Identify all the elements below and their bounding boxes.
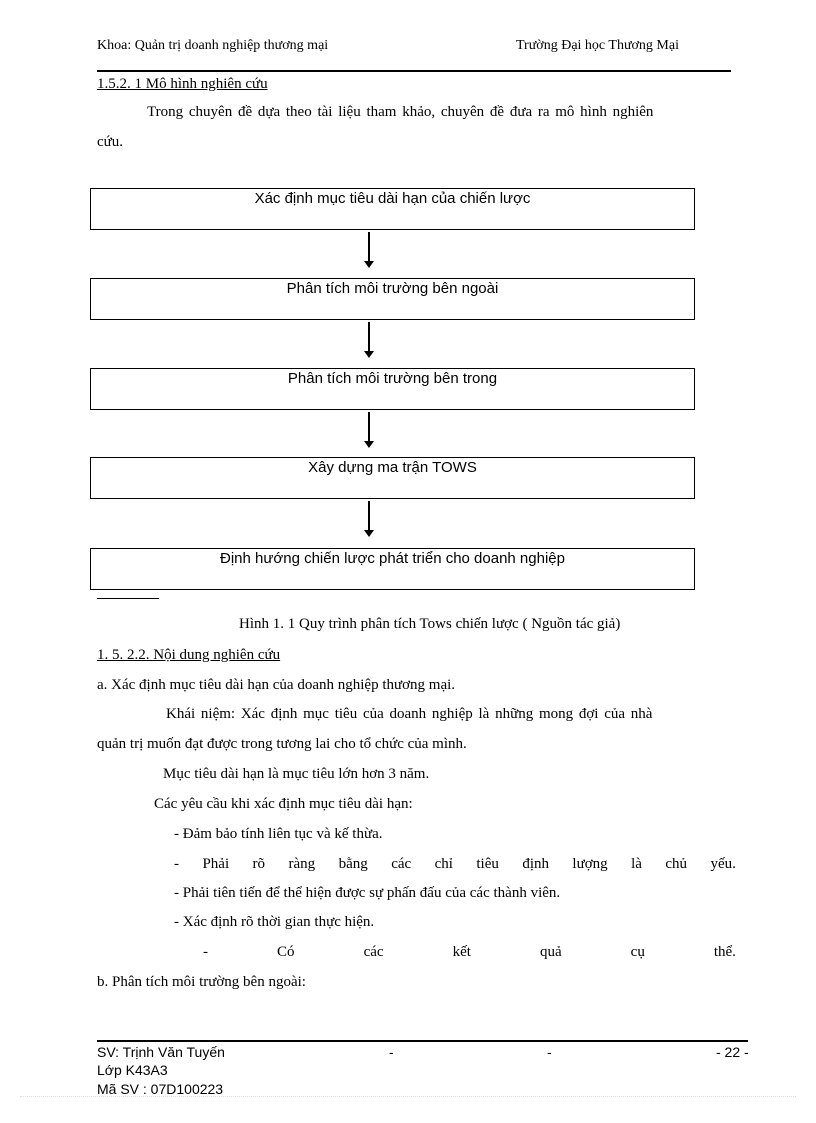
- header-university: Trường Đại học Thương Mại: [516, 38, 679, 53]
- req2-word: lượng: [572, 856, 608, 872]
- req5-word: kết: [452, 944, 471, 960]
- subsection-a-title: a. Xác định mục tiêu dài hạn của doanh nghiệp thương mại.: [97, 677, 456, 693]
- req2-word: ràng: [288, 856, 316, 872]
- subsection-b-title: b. Phân tích môi trường bên ngoài:: [97, 974, 306, 990]
- flow-step-2: Phân tích môi trường bên ngoài: [90, 278, 695, 320]
- flow-arrow-2: [368, 322, 370, 352]
- footer-class: Lớp K43A3: [97, 1062, 168, 1078]
- section-heading-research-model: 1.5.2. 1 Mô hình nghiên cứu: [97, 76, 268, 92]
- req2-word: tiêu: [476, 856, 499, 872]
- requirement-3: - Phải tiên tiến để thể hiện được sự phấn đấu của các thành viên.: [174, 885, 561, 901]
- req2-word: các: [391, 856, 412, 872]
- requirement-1: - Đảm bảo tính liên tục và kế thừa.: [174, 826, 383, 842]
- concept-line1: Khái niệm: Xác định mục tiêu của doanh nghiệp là những mong đợi của nhà: [166, 706, 653, 722]
- req2-word: chỉ: [434, 856, 453, 872]
- intro-text-line1: Trong chuyên đề dựa theo tài liệu tham khảo, chuyên đề đưa ra mô hình nghiên: [147, 104, 654, 120]
- concept-line2: quản trị muốn đạt được trong tương lai cho tổ chức của mình.: [97, 736, 467, 752]
- figure-note-rule: [97, 598, 159, 599]
- footer-dash-2: -: [547, 1044, 552, 1060]
- requirements-intro: Các yêu cầu khi xác định mục tiêu dài hạn:: [154, 796, 413, 812]
- req2-word: Phải: [202, 856, 230, 872]
- req2-word: rõ: [252, 856, 266, 872]
- footer-student-id: Mã SV : 07D100223: [97, 1081, 224, 1097]
- footer-page-number: - 22 -: [716, 1044, 749, 1060]
- req5-word: quả: [539, 944, 562, 960]
- flow-arrow-1: [368, 232, 370, 262]
- req5-word: Có: [277, 944, 295, 960]
- flow-step-1: Xác định mục tiêu dài hạn của chiến lược: [90, 188, 695, 230]
- requirement-2: [174, 856, 736, 873]
- flow-arrow-3: [368, 412, 370, 442]
- req2-word: -: [174, 856, 179, 872]
- flow-step-3: Phân tích môi trường bên trong: [90, 368, 695, 410]
- intro-paragraph-line1: [147, 104, 736, 121]
- req2-word: định: [522, 856, 549, 872]
- flow-step-5: Định hướng chiến lược phát triển cho doanh nghiệp: [90, 548, 695, 590]
- section-heading-research-content: 1. 5. 2.2. Nội dung nghiên cứu: [97, 647, 281, 663]
- intro-paragraph-line2: cứu.: [97, 134, 124, 150]
- flow-step-4: Xây dựng ma trận TOWS: [90, 457, 695, 499]
- header-faculty: Khoa: Quản trị doanh nghiệp thương mại: [97, 38, 329, 53]
- footer-student-name: SV: Trịnh Văn Tuyến: [97, 1044, 225, 1060]
- requirement-4: - Xác định rõ thời gian thực hiện.: [174, 914, 375, 930]
- longterm-definition: Mục tiêu dài hạn là mục tiêu lớn hơn 3 năm.: [163, 766, 430, 782]
- req5-word: -: [203, 944, 208, 960]
- flow-arrow-4: [368, 501, 370, 531]
- page-bottom-edge: [20, 1096, 796, 1097]
- figure-caption: Hình 1. 1 Quy trình phân tích Tows chiến lược ( Nguồn tác giả): [239, 616, 621, 632]
- req2-word: chủ: [665, 856, 688, 872]
- req2-word: là: [631, 856, 642, 872]
- req2-word: bằng: [338, 856, 368, 872]
- footer-rule: [97, 1040, 748, 1042]
- header-rule: [97, 70, 731, 72]
- footer-dash-1: -: [389, 1044, 394, 1060]
- req5-word: các: [363, 944, 384, 960]
- req2-word: yếu.: [710, 856, 736, 872]
- req5-word: cụ: [630, 944, 645, 960]
- requirement-5: [203, 944, 736, 961]
- req5-word: thể.: [713, 944, 736, 960]
